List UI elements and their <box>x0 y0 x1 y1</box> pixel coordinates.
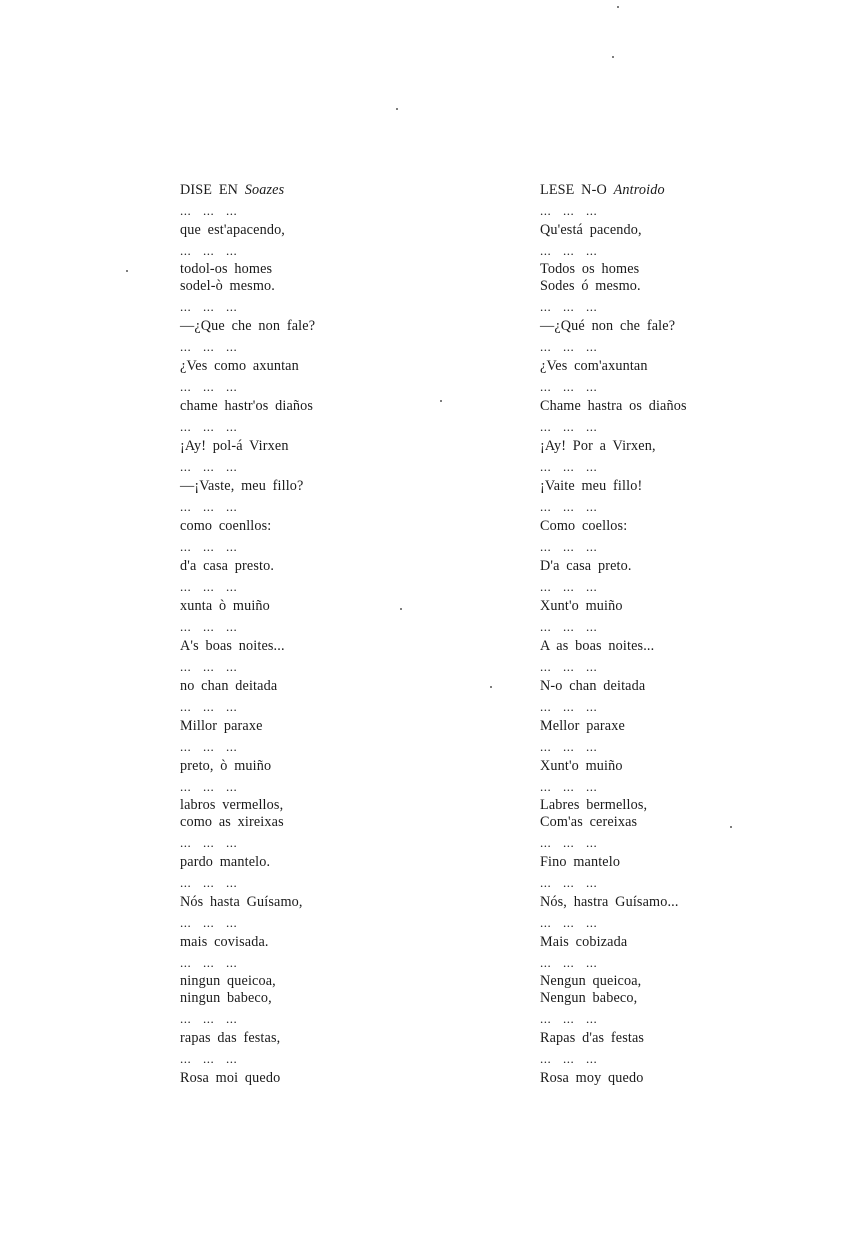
ellipsis-separator: ... ... ... <box>540 739 598 754</box>
verse-block <box>540 436 840 456</box>
left-column <box>180 180 480 1088</box>
ellipsis-separator: ... ... ... <box>540 619 598 634</box>
verse-line: preto, ò muiño <box>180 758 272 774</box>
verse-block <box>540 476 840 496</box>
verse-block <box>180 220 480 240</box>
verse-block <box>540 260 840 296</box>
verse-line: ¡Vaite meu fillo! <box>540 478 643 494</box>
verse-block <box>540 1028 840 1048</box>
ellipsis-separator: ... ... ... <box>180 459 238 474</box>
scan-speck <box>612 56 614 58</box>
ellipsis-separator: ... ... ... <box>540 659 598 674</box>
ellipsis-separator: ... ... ... <box>540 779 598 794</box>
right-column-heading <box>540 180 840 200</box>
ellipsis-separator: ... ... ... <box>180 955 238 970</box>
scan-speck <box>730 826 732 828</box>
ellipsis-separator: ... ... ... <box>540 539 598 554</box>
verse-block <box>180 396 480 416</box>
verse-line: Mellor paraxe <box>540 718 625 734</box>
verse-line: —¡Vaste, meu fillo? <box>180 478 304 494</box>
verse-line: A as boas noites... <box>540 638 655 654</box>
verse-line: N-o chan deitada <box>540 678 646 694</box>
verse-line: Todos os homes <box>540 261 640 277</box>
ellipsis-separator: ... ... ... <box>180 579 238 594</box>
verse-block <box>180 260 480 296</box>
verse-line: ¿Ves com'axuntan <box>540 358 648 374</box>
ellipsis-separator: ... ... ... <box>180 619 238 634</box>
verse-block <box>540 220 840 240</box>
verse-block <box>180 636 480 656</box>
verse-block <box>540 892 840 912</box>
verse-line: mais covisada. <box>180 934 269 950</box>
ellipsis-separator: ... ... ... <box>540 499 598 514</box>
verse-block <box>540 796 840 832</box>
ellipsis-separator: ... ... ... <box>540 835 598 850</box>
verse-line: ¿Ves como axuntan <box>180 358 299 374</box>
left-heading-source: Soazes <box>244 182 285 198</box>
ellipsis-separator: ... ... ... <box>540 579 598 594</box>
ellipsis-separator: ... ... ... <box>180 539 238 554</box>
verse-block <box>180 716 480 736</box>
verse-line: sodel-ò mesmo. <box>180 278 275 294</box>
verse-block <box>180 892 480 912</box>
verse-line: como as xireixas <box>180 814 284 830</box>
ellipsis-separator: ... ... ... <box>180 739 238 754</box>
verse-line: Rosa moi quedo <box>180 1070 281 1086</box>
ellipsis-separator: ... ... ... <box>180 299 238 314</box>
verse-line: Rosa moy quedo <box>540 1070 644 1086</box>
verse-line: chame hastr'os diaños <box>180 398 314 414</box>
verse-block <box>180 852 480 872</box>
ellipsis-separator: ... ... ... <box>180 379 238 394</box>
ellipsis-separator: ... ... ... <box>180 1051 238 1066</box>
verse-line: d'a casa presto. <box>180 558 275 574</box>
verse-line: Mais cobizada <box>540 934 628 950</box>
verse-block <box>540 676 840 696</box>
verse-line: ¡Ay! pol-á Virxen <box>180 438 289 454</box>
verse-block <box>180 316 480 336</box>
ellipsis-separator: ... ... ... <box>540 299 598 314</box>
verse-block <box>540 756 840 776</box>
verse-line: no chan deitada <box>180 678 278 694</box>
verse-block <box>540 356 840 376</box>
verse-block <box>180 356 480 376</box>
ellipsis-separator: ... ... ... <box>540 243 598 258</box>
verse-line: que est'apacendo, <box>180 222 286 238</box>
verse-line: Sodes ó mesmo. <box>540 278 641 294</box>
ellipsis-separator: ... ... ... <box>180 419 238 434</box>
verse-line: —¿Qué non che fale? <box>540 318 676 334</box>
verse-block <box>180 1028 480 1048</box>
ellipsis-separator: ... ... ... <box>180 1011 238 1026</box>
ellipsis-separator: ... ... ... <box>180 339 238 354</box>
ellipsis-separator: ... ... ... <box>540 955 598 970</box>
ellipsis-separator: ... ... ... <box>180 779 238 794</box>
verse-line: Nós hasta Guísamo, <box>180 894 303 910</box>
right-heading-text: LESE N-O <box>540 182 607 198</box>
left-verse-list <box>180 200 480 1088</box>
scan-speck <box>396 108 398 110</box>
verse-block <box>180 796 480 832</box>
verse-line: labros vermellos, <box>180 797 284 813</box>
verse-line: rapas das festas, <box>180 1030 281 1046</box>
ellipsis-separator: ... ... ... <box>180 243 238 258</box>
verse-block <box>540 972 840 1008</box>
verse-line: ningun babeco, <box>180 990 272 1006</box>
ellipsis-separator: ... ... ... <box>540 339 598 354</box>
verse-line: Como coellos: <box>540 518 628 534</box>
verse-block <box>180 972 480 1008</box>
verse-block <box>180 1068 480 1088</box>
ellipsis-separator: ... ... ... <box>180 915 238 930</box>
verse-block <box>180 516 480 536</box>
verse-line: todol-os homes <box>180 261 273 277</box>
verse-block <box>180 676 480 696</box>
verse-block <box>540 396 840 416</box>
verse-block <box>540 716 840 736</box>
verse-block <box>540 636 840 656</box>
ellipsis-separator: ... ... ... <box>180 699 238 714</box>
verse-line: Nengun queicoa, <box>540 973 642 989</box>
verse-line: Millor paraxe <box>180 718 263 734</box>
verse-block <box>180 556 480 576</box>
verse-line: Nengun babeco, <box>540 990 638 1006</box>
verse-line: A's boas noites... <box>180 638 285 654</box>
verse-block <box>540 516 840 536</box>
verse-line: Nós, hastra Guísamo... <box>540 894 679 910</box>
verse-block <box>540 556 840 576</box>
ellipsis-separator: ... ... ... <box>540 203 598 218</box>
verse-block <box>180 436 480 456</box>
verse-block <box>180 756 480 776</box>
verse-line: Fino mantelo <box>540 854 621 870</box>
ellipsis-separator: ... ... ... <box>540 875 598 890</box>
verse-line: xunta ò muiño <box>180 598 270 614</box>
verse-line: ¡Ay! Por a Virxen, <box>540 438 656 454</box>
verse-line: Rapas d'as festas <box>540 1030 645 1046</box>
ellipsis-separator: ... ... ... <box>180 875 238 890</box>
scan-speck <box>490 686 492 688</box>
ellipsis-separator: ... ... ... <box>180 499 238 514</box>
ellipsis-separator: ... ... ... <box>540 379 598 394</box>
right-column <box>540 180 840 1088</box>
right-verse-list <box>540 200 840 1088</box>
left-column-heading <box>180 180 480 200</box>
ellipsis-separator: ... ... ... <box>540 1051 598 1066</box>
scan-speck <box>440 400 442 402</box>
verse-line: Chame hastra os diaños <box>540 398 687 414</box>
left-heading-text: DISE EN <box>180 182 239 198</box>
ellipsis-separator: ... ... ... <box>180 835 238 850</box>
verse-block <box>540 316 840 336</box>
verse-line: Labres bermellos, <box>540 797 648 813</box>
verse-line: Com'as cereixas <box>540 814 638 830</box>
ellipsis-separator: ... ... ... <box>540 459 598 474</box>
verse-block <box>540 852 840 872</box>
verse-line: como coenllos: <box>180 518 272 534</box>
verse-block <box>180 596 480 616</box>
right-heading-source: Antroido <box>613 182 665 198</box>
ellipsis-separator: ... ... ... <box>540 1011 598 1026</box>
verse-line: ningun queicoa, <box>180 973 276 989</box>
verse-line: —¿Que che non fale? <box>180 318 316 334</box>
verse-block <box>540 596 840 616</box>
scan-speck <box>400 608 402 610</box>
scan-speck <box>126 270 128 272</box>
verse-block <box>180 476 480 496</box>
verse-line: pardo mantelo. <box>180 854 271 870</box>
verse-block <box>540 1068 840 1088</box>
ellipsis-separator: ... ... ... <box>540 699 598 714</box>
ellipsis-separator: ... ... ... <box>180 203 238 218</box>
verse-line: D'a casa preto. <box>540 558 632 574</box>
verse-line: Qu'está pacendo, <box>540 222 642 238</box>
verse-block <box>540 932 840 952</box>
scan-speck <box>617 6 619 8</box>
ellipsis-separator: ... ... ... <box>540 419 598 434</box>
verse-block <box>180 932 480 952</box>
ellipsis-separator: ... ... ... <box>180 659 238 674</box>
verse-line: Xunt'o muiño <box>540 598 623 614</box>
verse-line: Xunt'o muiño <box>540 758 623 774</box>
ellipsis-separator: ... ... ... <box>540 915 598 930</box>
